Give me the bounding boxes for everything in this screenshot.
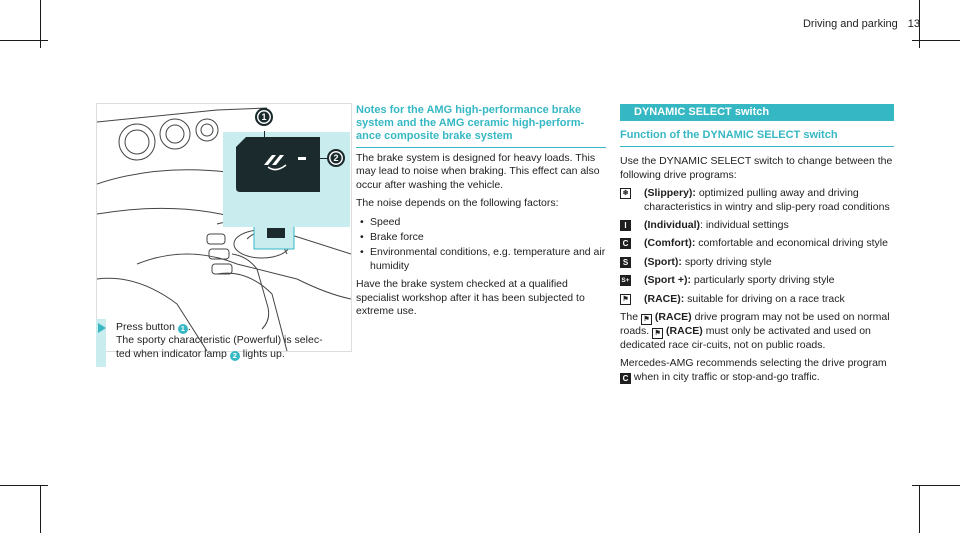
race-icon: ⚑	[641, 314, 652, 325]
subsection-heading: Function of the DYNAMIC SELECT switch	[620, 129, 894, 147]
program-item-slippery	[620, 187, 894, 214]
callout-line-1	[264, 131, 265, 149]
text: drive program may not be used on normal roads.	[620, 311, 890, 338]
text: Mercedes-AMG recommends selecting the drive program	[620, 357, 887, 370]
console-illustration	[96, 103, 352, 352]
step-line-2: The sporty characteristic (Powerful) is selec-	[116, 334, 323, 347]
callout-1: 1	[255, 108, 273, 126]
sport-plus-icon: S+	[621, 277, 630, 285]
race-icon: ⚑	[652, 328, 663, 339]
callout-2: 2	[327, 149, 345, 167]
race-warning-paragraph	[620, 311, 894, 352]
program-name: (Slippery):	[644, 187, 696, 200]
step-period: .	[187, 321, 191, 333]
program-item-comfort	[620, 237, 894, 250]
step-text: Press button	[116, 321, 178, 333]
step-line-3a: ted when indicator lamp	[116, 347, 230, 360]
ref-callout-2: 2	[230, 351, 240, 361]
program-desc: : individual settings	[700, 219, 789, 232]
slippery-icon: ❄	[620, 188, 631, 199]
instruction-step	[116, 321, 350, 361]
program-desc: particularly sporty driving style	[690, 274, 835, 287]
program-name: (Sport +):	[644, 274, 691, 287]
program-name: (RACE)	[652, 311, 692, 324]
recommendation-paragraph	[620, 357, 894, 384]
individual-icon: I	[620, 220, 631, 231]
crop-mark	[40, 485, 41, 533]
program-item-sport-plus	[620, 274, 894, 287]
paragraph: Use the DYNAMIC SELECT switch to change between the following drive programs:	[620, 155, 893, 181]
text: The	[620, 311, 642, 324]
program-name: (Individual)	[644, 219, 700, 232]
list-item: • Speed	[356, 216, 606, 229]
program-item-race	[620, 293, 894, 306]
step-arrow-icon	[98, 323, 106, 333]
paragraph: The brake system is designed for heavy loads. This may lead to noise when braking. This effect can also occur after washing the vehicle.	[356, 152, 600, 191]
program-desc: comfortable and economical driving style	[695, 237, 888, 250]
page-header	[803, 18, 920, 31]
program-name: (RACE)	[663, 325, 703, 338]
paragraph: Have the brake system checked at a qualified specialist workshop after it has been subjected to extreme use.	[356, 278, 585, 318]
sport-icon: S	[620, 257, 631, 268]
program-desc: sporty driving style	[681, 255, 772, 268]
section-banner: DYNAMIC SELECT switch	[620, 104, 894, 121]
race-icon: ⚑	[620, 294, 631, 305]
program-desc: suitable for driving on a race track	[684, 292, 845, 305]
list-item: • Environmental conditions, e.g. temperature and air humidity	[356, 246, 606, 273]
crop-mark	[912, 485, 960, 486]
dynamic-select-section	[620, 104, 894, 389]
page-number: 13	[907, 18, 920, 30]
program-desc: optimized pulling away and driving characteristics in wintry and slip-pery road conditions	[644, 187, 890, 213]
crop-mark	[919, 485, 920, 533]
program-name: (RACE):	[644, 292, 685, 305]
program-item-individual	[620, 219, 894, 232]
text: when in city traffic or stop-and-go traffic.	[631, 370, 820, 383]
ref-callout-1: 1	[178, 324, 188, 334]
button-closeup	[236, 137, 320, 192]
program-name: (Sport):	[644, 255, 682, 268]
crop-mark	[912, 40, 960, 41]
section-title: Driving and parking	[802, 18, 898, 30]
step-line-3b: lights up.	[239, 347, 285, 360]
program-name: (Comfort):	[644, 237, 696, 250]
crop-mark	[0, 485, 48, 486]
factor-list	[356, 216, 606, 274]
section-heading: Notes for the AMG high-performance brake system and the AMG ceramic high-perform-ance composite brake system	[356, 104, 606, 148]
crop-mark	[0, 40, 48, 41]
paragraph: The noise depends on the following factors:	[356, 197, 559, 210]
text: must only be activated and used on dedicated race cir-cuits, not on public roads.	[620, 325, 871, 352]
list-item: • Brake force	[356, 231, 606, 244]
comfort-icon: C	[620, 373, 631, 384]
program-item-sport	[620, 256, 894, 269]
comfort-icon: C	[620, 238, 631, 249]
brake-notes-section	[356, 104, 606, 323]
